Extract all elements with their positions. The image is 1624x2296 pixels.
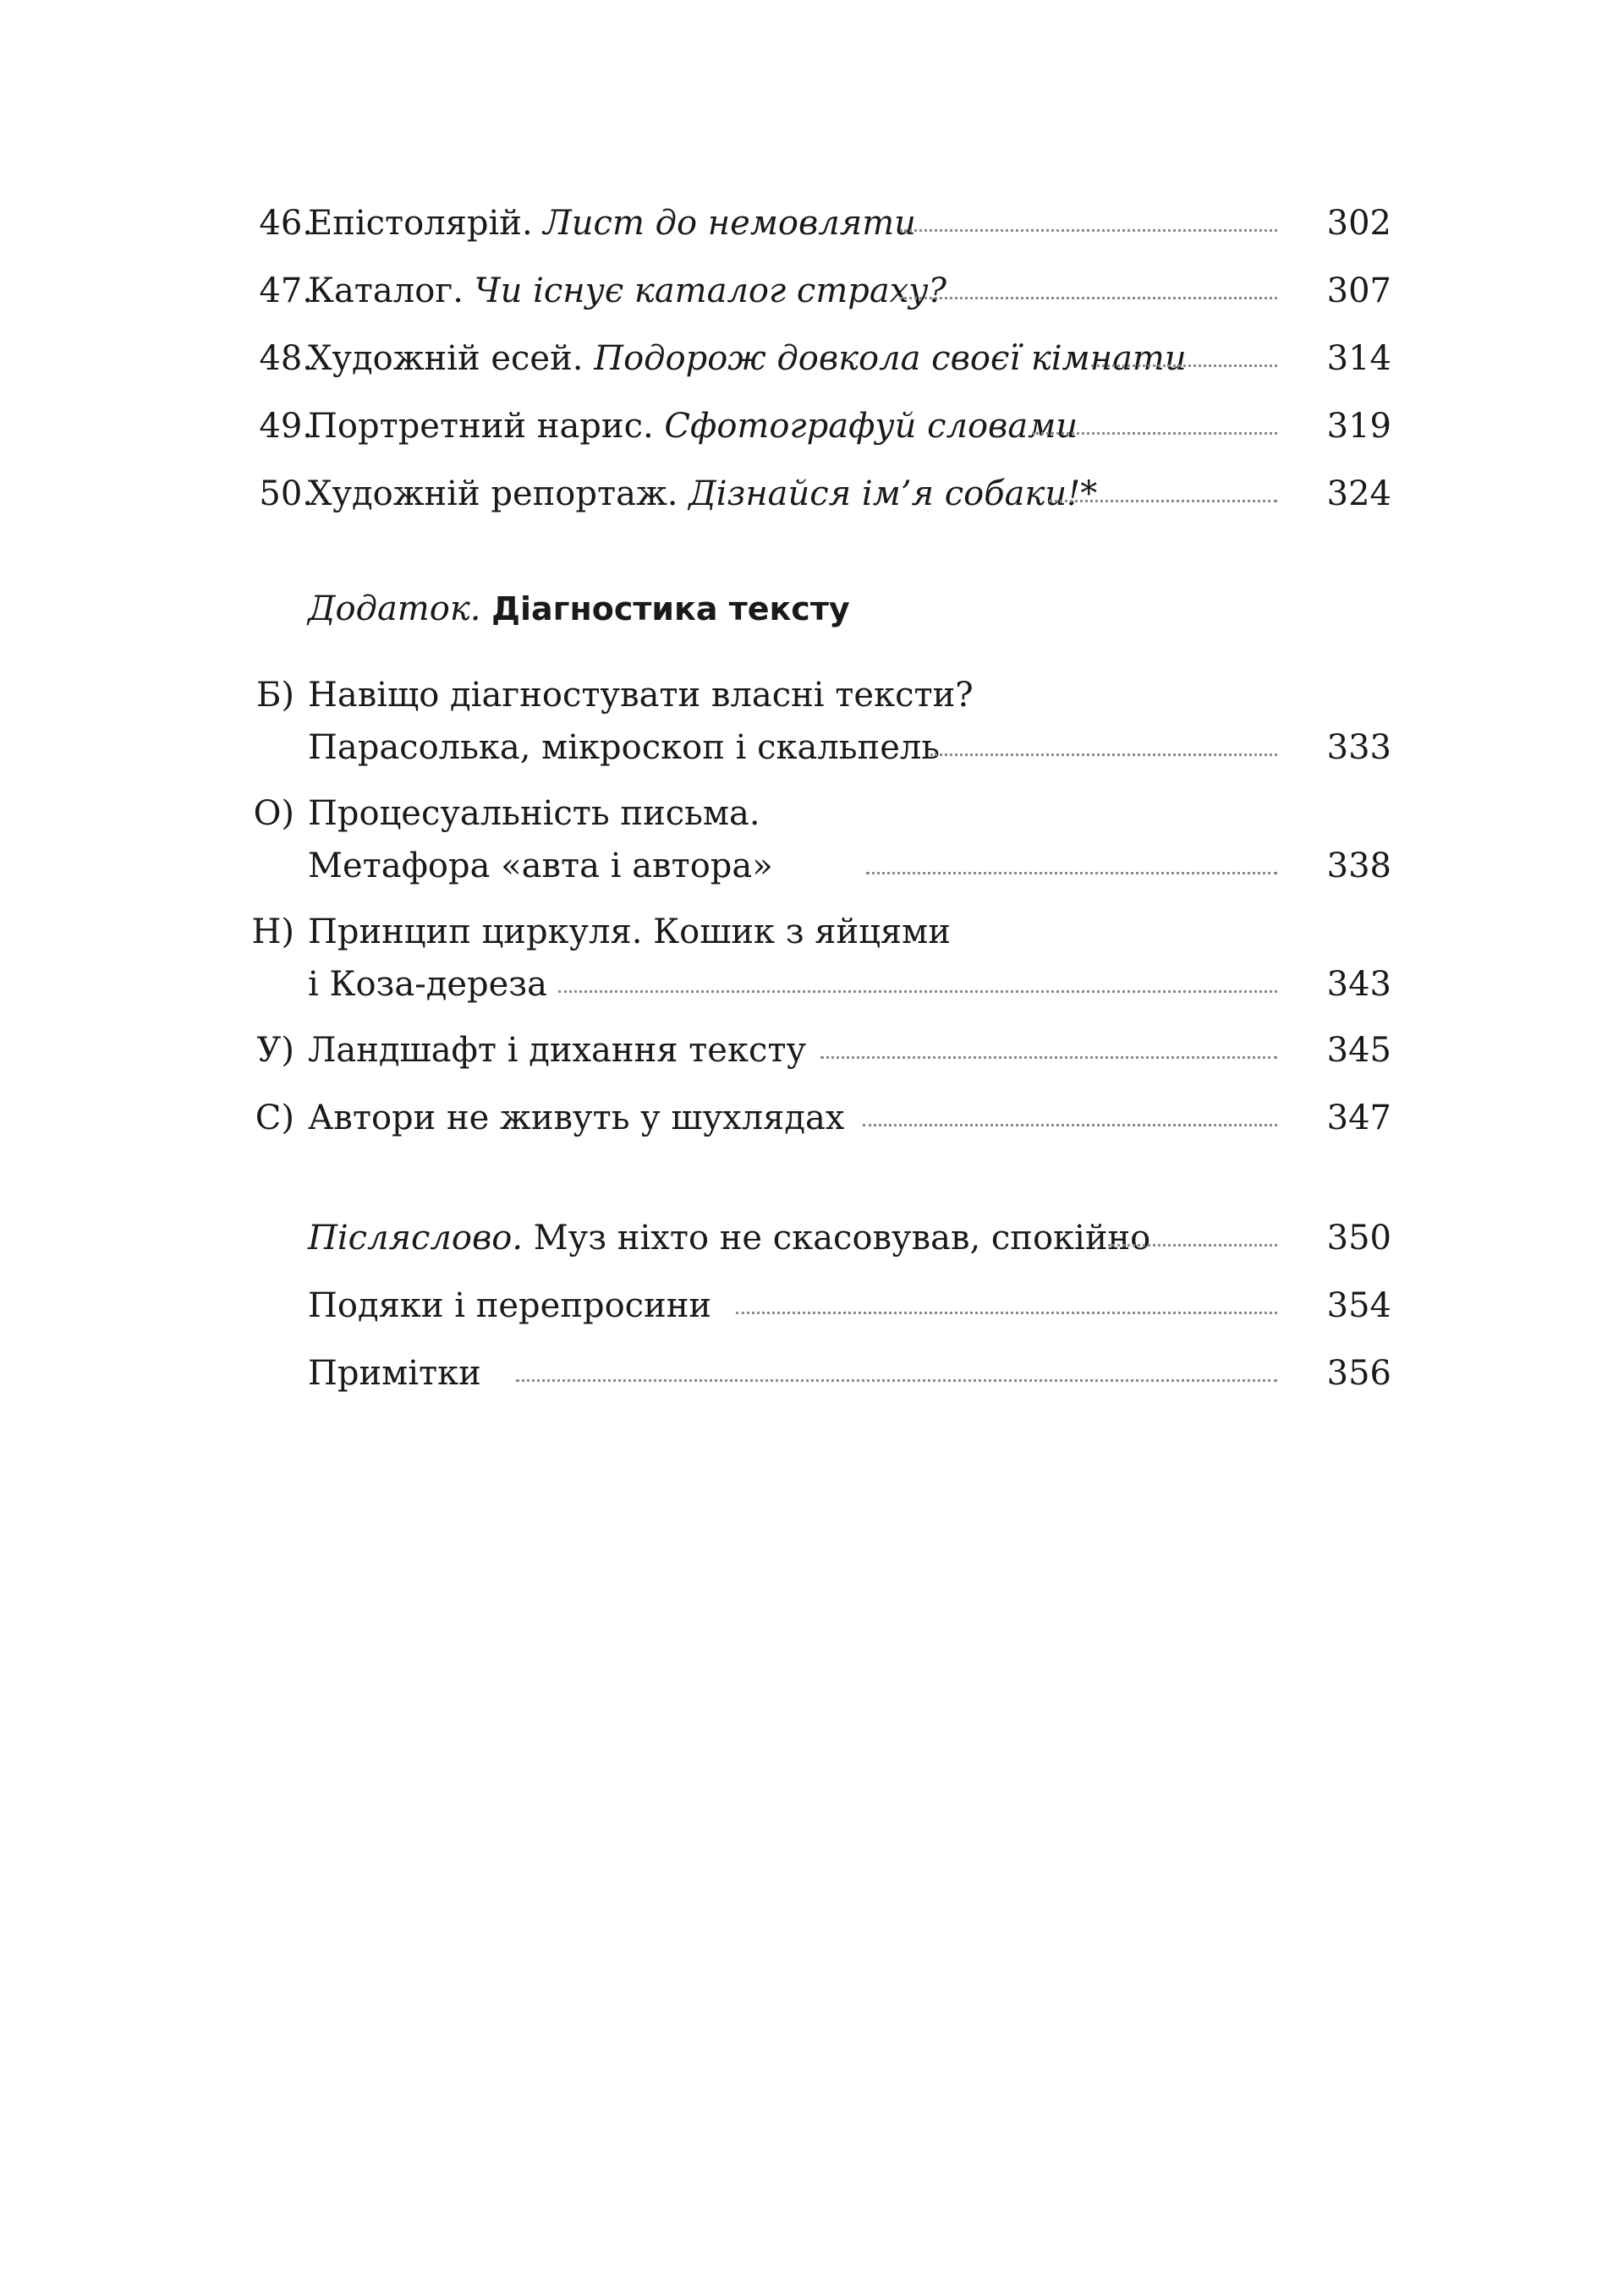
afterword-title: Післяслово. Муз ніхто не скасовував, спокійно [308,1219,1151,1258]
dot-leader [930,753,1277,756]
page-number: 354 [1326,1286,1391,1325]
dot-leader [900,229,1277,232]
toc-entry-acknowledgements[interactable] [237,1285,1391,1326]
toc-entry[interactable] [237,474,1391,514]
appendix-entry-line2[interactable] [237,727,1391,768]
page-number: 307 [1326,271,1391,310]
dot-leader [1108,1244,1277,1247]
toc-entry[interactable] [237,203,1391,244]
chapter-subtitle: Сфотографуй словами [664,407,1078,446]
appendix-entry-line2[interactable] [237,964,1391,1005]
appendix-letter: С) [255,1099,294,1137]
appendix-heading [308,589,850,629]
dot-leader [1032,432,1277,435]
appendix-entry[interactable] [237,1098,1391,1138]
appendix-item-title: Процесуальність письма. [308,794,760,833]
dot-leader [736,1312,1277,1314]
toc-entry-afterword[interactable] [237,1218,1391,1258]
dot-leader [820,1056,1277,1059]
appendix-entry-line1[interactable] [237,675,1391,715]
notes-title: Примітки [308,1354,481,1393]
appendix-title: Діагностика тексту [491,590,850,627]
appendix-entry-line2[interactable] [237,846,1391,886]
dot-leader [866,872,1277,874]
chapter-title: Каталог. Чи існує каталог страху? [308,271,946,310]
chapter-title: Портретний нарис. Сфотографуй словами [308,407,1078,446]
page-number: 356 [1326,1354,1391,1393]
chapter-title: Художній репортаж. Дізнайся ім’я собаки!* [308,474,1098,513]
page-number: 347 [1326,1099,1391,1137]
chapter-subtitle: Подорож довкола своєї кімнати [594,339,1187,378]
page-number: 314 [1326,339,1391,378]
toc-entry[interactable] [237,271,1391,311]
appendix-entry[interactable] [237,1030,1391,1071]
dot-leader [558,990,1277,993]
chapter-number: 47. [259,271,313,310]
chapter-number: 48. [259,339,313,378]
appendix-item-title: Ландшафт і дихання тексту [308,1031,807,1070]
dot-leader [516,1379,1277,1382]
page-number: 324 [1326,474,1391,513]
page-number: 302 [1326,204,1391,243]
dot-leader [863,1124,1277,1126]
chapter-number: 50. [259,474,313,513]
chapter-number: 46. [259,204,313,243]
dot-leader [900,297,1277,299]
dot-leader [1049,500,1277,502]
toc-entry-notes[interactable] [237,1353,1391,1394]
toc-entry[interactable] [237,338,1391,379]
afterword-label: Післяслово. [308,1219,524,1258]
page-number: 350 [1326,1219,1391,1258]
acknowledgements-title: Подяки і перепросини [308,1286,712,1325]
appendix-letter: О) [253,794,294,833]
appendix-item-subtitle: і Коза-дереза [308,965,547,1004]
chapter-number: 49. [259,407,313,446]
appendix-item-subtitle: Парасолька, мікроскоп і скальпель [308,728,941,767]
page-number: 343 [1326,965,1391,1004]
chapter-subtitle: Чи існує каталог страху? [474,271,946,310]
chapter-subtitle: Дізнайся ім’я собаки!* [689,474,1098,513]
appendix-item-title: Автори не живуть у шухлядах [308,1099,845,1137]
appendix-label: Додаток. [308,589,481,628]
page-number: 319 [1326,407,1391,446]
appendix-item-title: Навіщо діагностувати власні тексти? [308,676,974,715]
appendix-item-title: Принцип циркуля. Кошик з яйцями [308,912,951,951]
dot-leader [1091,364,1277,367]
appendix-letter: Н) [251,912,294,951]
appendix-item-subtitle: Метафора «авта і автора» [308,847,773,885]
chapter-title: Художній есей. Подорож довкола своєї кімнати [308,339,1187,378]
page-number: 333 [1326,728,1391,767]
chapter-title: Епістолярій. Лист до немовляти [308,204,916,243]
appendix-letter: У) [256,1031,294,1070]
appendix-entry-line1[interactable] [237,912,1391,952]
toc-entry[interactable] [237,406,1391,447]
appendix-letter: Б) [256,676,294,715]
page-number: 345 [1326,1031,1391,1070]
page-number: 338 [1326,847,1391,885]
chapter-subtitle: Лист до немовляти [543,204,916,243]
appendix-entry-line1[interactable] [237,793,1391,834]
